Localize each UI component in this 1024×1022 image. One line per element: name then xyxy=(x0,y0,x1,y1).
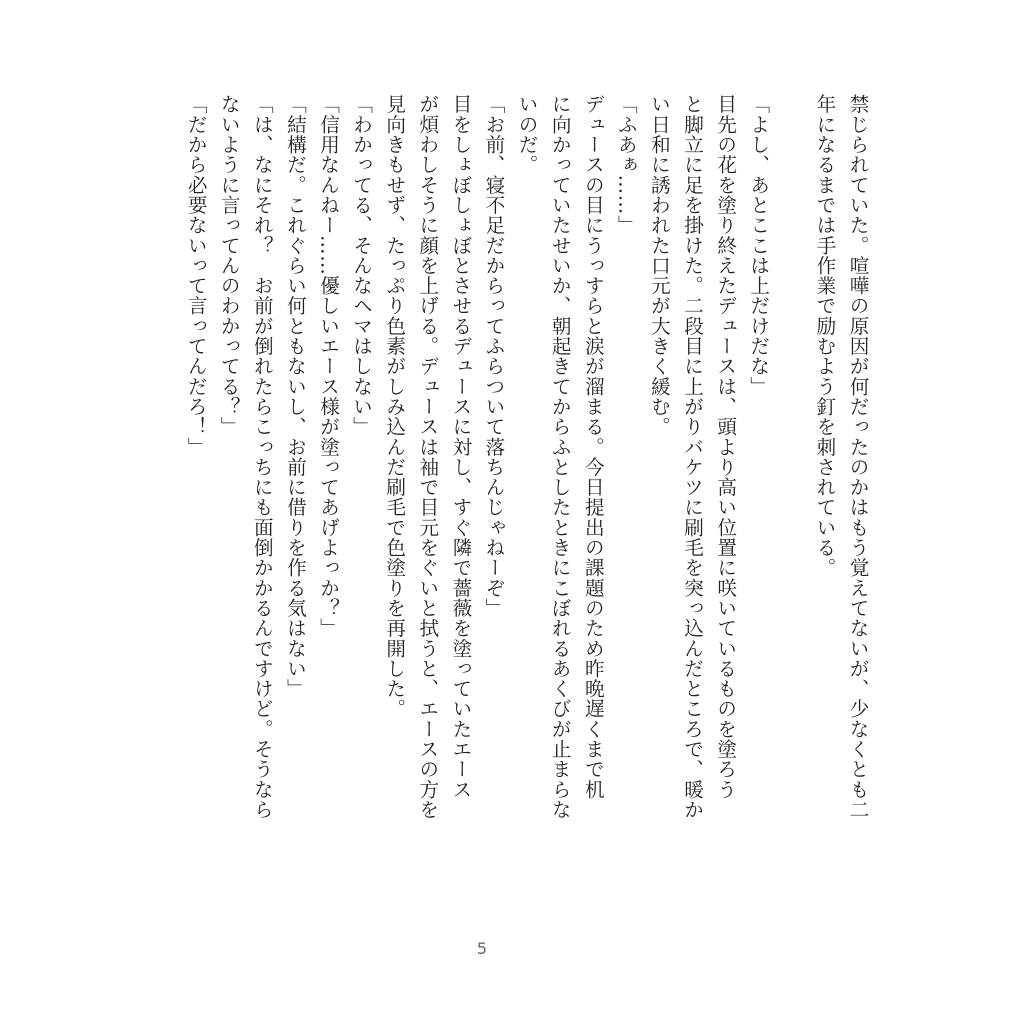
blank-line xyxy=(775,94,808,95)
text-line: 「わかってる、そんなヘマはしない」 xyxy=(349,94,373,437)
text-line: 「結構だ。これぐらい何ともないし、お前に借りを作る気はない」 xyxy=(283,94,307,699)
text-line: ないように言ってんのわかってる？」 xyxy=(217,94,241,437)
text-line: 「だから必要ないって言ってんだろ！」 xyxy=(184,94,208,457)
text-line: 年になるまでは手作業で励むよう釘を刺されている。 xyxy=(812,94,836,578)
text-line: い日和に誘われた口元が大きく緩む。 xyxy=(647,94,671,437)
page-number: 5 xyxy=(476,939,488,958)
text-line: 禁じられていた。喧嘩の原因が何だったのかはもう覚えてないが、少なくとも二 xyxy=(846,94,869,820)
text-line: 「は、なにそれ？ お前が倒れたらこっちにも面倒かかるんですけど。そうなら xyxy=(250,94,274,820)
text-line: に向かっていたせいか、朝起きてからふとしたときにこぼれるあくびが止まらな xyxy=(548,94,572,820)
text-line: 「ふあぁ……」 xyxy=(614,94,638,236)
text-line: が煩わしそうに顔を上げる。デュースは袖で目元をぐいと拭うと、エースの方を xyxy=(415,94,439,820)
body-text xyxy=(179,94,874,894)
text-line: 見向きもせず、たっぷり色素がしみ込んだ刷毛で色塗りを再開した。 xyxy=(382,94,406,719)
text-line: 目先の花を塗り終えたデュースは、頭より高い位置に咲いているものを塗ろう xyxy=(713,94,737,800)
text-line: 「お前、寝不足だからってふらついて落ちんじゃねーぞ」 xyxy=(481,94,505,618)
text-line: 目をしょぼしょぼとさせるデュースに対し、すぐ隣で薔薇を塗っていたエース xyxy=(448,94,472,800)
text-line: と脚立に足を掛けた。二段目に上がりバケツに刷毛を突っ込んだところで、暖か xyxy=(680,94,704,820)
text-line: いのだ。 xyxy=(515,94,539,175)
text-line: デュースの目にうっすらと涙が溜まる。今日提出の課題のため昨晩遅くまで机 xyxy=(581,94,605,800)
text-line: 「よし、あとここは上だけだな」 xyxy=(746,94,770,397)
text-line: 「信用なんねー……優しいエース様が塗ってあげよっか？」 xyxy=(316,94,340,639)
